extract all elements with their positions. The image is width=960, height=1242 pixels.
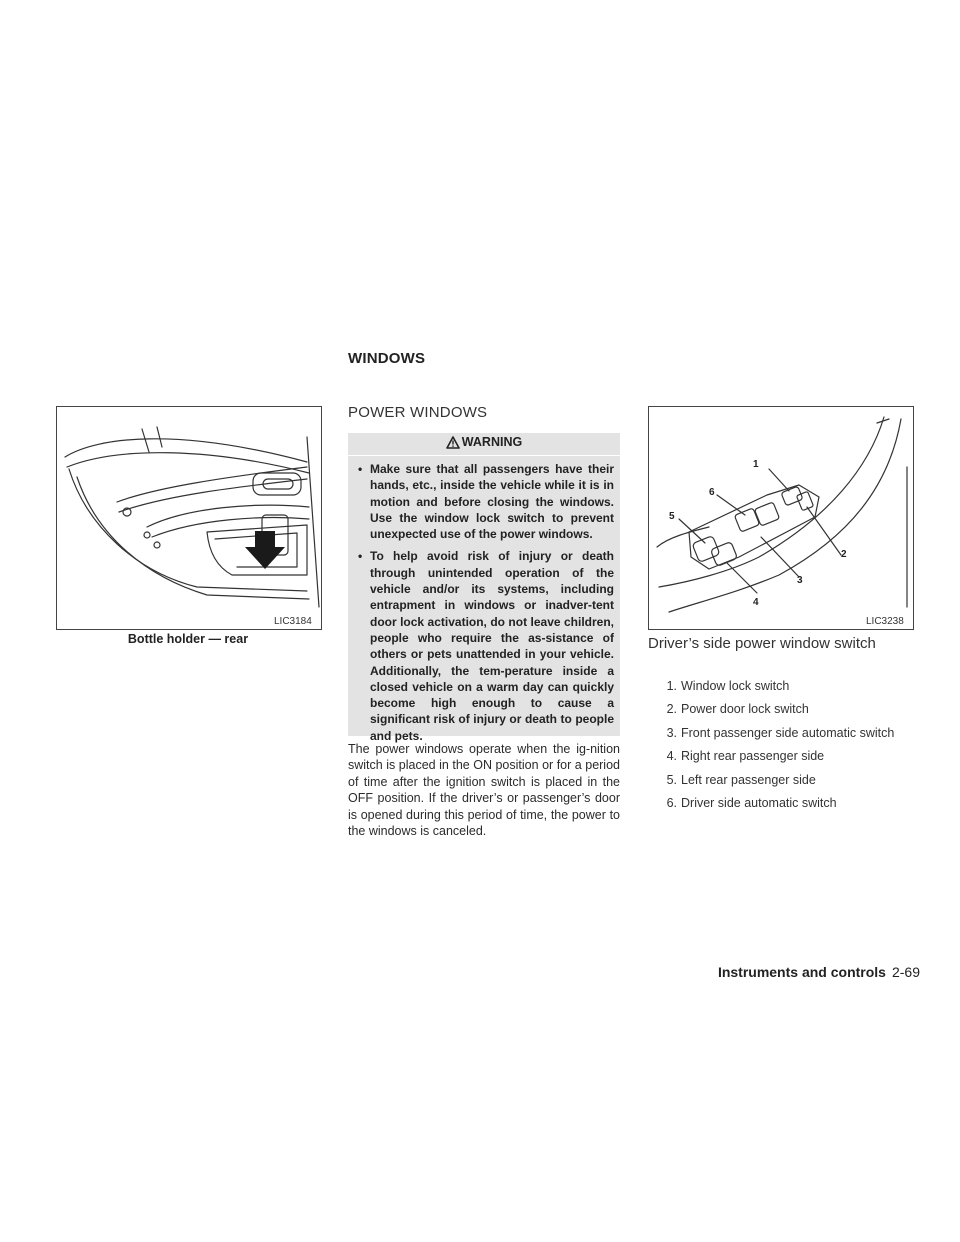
- switch-legend: [648, 678, 914, 818]
- figure-title-right: Driver’s side power window switch: [648, 635, 876, 652]
- body-paragraph: The power windows operate when the ig-nition switch is placed in the ON position or for a period of time after the ignition switch is placed in the OFF position. If the driver’s or passenger’s door is opened during this period of time, the power to the windows is canceled.: [348, 742, 620, 839]
- warning-item: • To help avoid risk of injury or death through unintended operation of the vehicle and/or its systems, including entrapment in windows or inadver-tent door lock activation, do not leave children, people who require the as-sistance of others or pets unattended in your vehicle. Additionally, the tem-perature inside a closed vehicle on a warm day can quickly become high enough to cause a significant risk of injury or death to people and pets.: [358, 549, 614, 743]
- warning-list: [358, 461, 614, 750]
- callout-6: 6: [709, 487, 715, 498]
- callout-4: 4: [753, 597, 759, 608]
- bullet-icon: •: [358, 549, 363, 564]
- legend-item: 1. Window lock switch: [666, 679, 790, 693]
- subsection-title: POWER WINDOWS: [348, 404, 488, 421]
- legend-item: 2. Power door lock switch: [666, 702, 809, 717]
- legend-item: 6. Driver side automatic switch: [666, 796, 837, 811]
- footer-section: Instruments and controls: [717, 964, 886, 980]
- figure-code-left: LIC3184: [274, 616, 312, 627]
- switch-illustration: [649, 407, 913, 629]
- legend-item: 4. Right rear passenger side: [666, 749, 825, 764]
- page-footer: [660, 964, 920, 980]
- section-heading: WINDOWS: [348, 350, 426, 367]
- warning-header: [348, 435, 620, 449]
- callout-2: 2: [841, 549, 847, 560]
- legend-item: 5. Left rear passenger side: [666, 772, 816, 787]
- page-number: 2-69: [891, 964, 920, 980]
- figure-window-switch: [648, 406, 914, 630]
- legend-item: 3. Front passenger side automatic switch: [666, 725, 895, 740]
- callout-3: 3: [797, 575, 803, 586]
- warning-box: [348, 433, 620, 743]
- bullet-icon: •: [358, 462, 363, 476]
- figure-caption-left: Bottle holder — rear: [127, 632, 249, 646]
- warning-triangle-icon: [446, 436, 460, 449]
- warning-title: WARNING: [461, 435, 523, 449]
- warning-divider: [348, 455, 620, 456]
- callout-5: 5: [669, 511, 675, 522]
- warning-item: • Make sure that all passengers have their hands, etc., inside the vehicle while it is in motion and before closing the windows. Use the window lock switch to prevent unexpected use of the power windows.: [358, 462, 614, 542]
- figure-code-right: LIC3238: [866, 616, 904, 627]
- door-illustration: [57, 407, 321, 629]
- figure-bottle-holder: [56, 406, 322, 630]
- callout-1: 1: [753, 459, 759, 470]
